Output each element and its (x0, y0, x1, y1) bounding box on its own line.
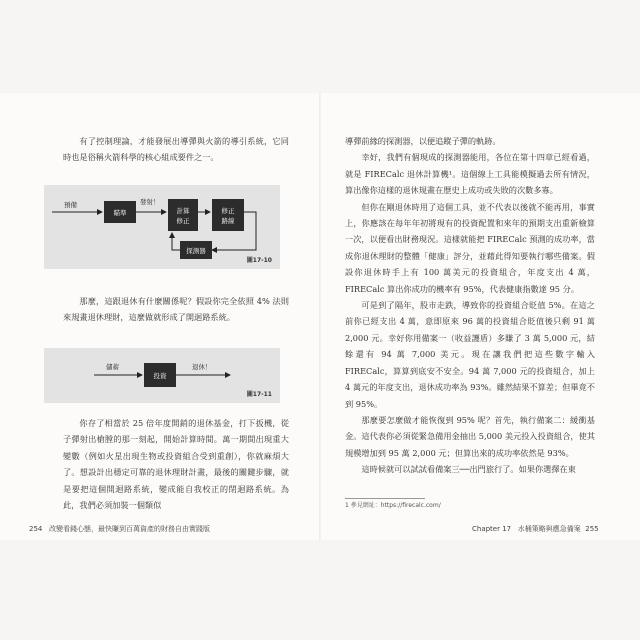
aim-box-label: 瞄準 (113, 209, 127, 217)
figure-17-11-label: 圖17-11 (246, 391, 272, 398)
footnote-rule (345, 498, 425, 499)
feedback-line-in (172, 233, 180, 250)
compute-box (168, 199, 198, 231)
right-paragraph-1: 幸好，我們有個現成的探測器能用，各位在第十四章已經看過，就是 FIRECalc 退休計算機¹。這個線上工具能模擬過去所有情況，算出像你這樣的退休規畫在歷史上成功或失敗的次數多寡。 (345, 152, 595, 196)
right-footer (472, 524, 599, 534)
left-paragraph-3: 你存了相當於 25 倍年度開銷的退休基金，打下扳機，從子彈射出槍膛的那一刻起，開始計算時間。萬一期間出現重大變數（例如火星出現生物或投資組合受到重創），你就麻煩大了。想設計出穩定可靠的退休理財計畫，最後的關鍵步驟，就是要把這個開迴路系統，變成能自我校正的閉迴路系統。為此，我們必須加裝一個類似 (63, 418, 289, 511)
savings-label: 儲蓄 (106, 363, 119, 371)
right-paragraph-4: 那麼要怎麼做才能恢復到 95% 呢？首先，執行備案二：緩衝基金。這代表你必須從緊急備用金抽出 5,000 美元投入投資組合，使其規模增加到 95 萬 2,000 元；但算出來的成功率依然是 93%。 (345, 414, 595, 458)
right-paragraph-5: 這時候就可以試試看備案三──出門旅行了。如果你選擇在東 (361, 464, 576, 475)
left-paragraph-1: 有了控制理論，才能發展出導彈與火箭的導引系統，它同時也是俗稱火箭科學的核心組成要件之一。 (63, 136, 289, 163)
left-running-title: 改變看錢心態，最快賺到百萬資產的財務自由實踐版 (49, 525, 211, 533)
figure-17-10-label: 圖17-10 (246, 257, 272, 264)
open-loop-diagram (44, 348, 280, 403)
right-text-block (345, 133, 595, 478)
left-page (0, 93, 300, 540)
path-box (212, 199, 244, 231)
right-paragraph-0: 導彈前緣的探測器，以便追蹤子彈的軌跡。 (345, 136, 501, 146)
left-page-number: 254 (29, 525, 43, 533)
closed-loop-diagram (44, 185, 280, 269)
left-paragraph-2: 那麼，這跟退休有什麼關係呢？假設你完全依照 4% 法則來規畫退休理財，這麼做就形成了開迴路系統。 (63, 296, 289, 323)
figure-17-10 (44, 185, 280, 269)
invest-box-label: 投資 (153, 372, 167, 380)
figure-17-11 (44, 348, 280, 403)
chapter-title: 水桶策略與應急備案 (517, 525, 581, 533)
left-footer (29, 524, 210, 534)
book-spread (0, 93, 640, 540)
path-box-line1: 修正 (221, 207, 235, 215)
detector-box-label: 探測器 (186, 247, 206, 255)
retire-label: 退休！ (192, 363, 212, 371)
right-paragraph-2: 但你在剛退休時用了這個工具，並不代表以後就不能再用，事實上，你應該在每年年初將現有的投資配置和來年的預期支出重新檢算一次，以便看出財務現況。這樣就能把 FIRECalc 預測的成功率，當成你退休理財的整體「健康」評分，並藉此得知要執行哪些備案。假設你退休時手上有 100 萬美元的投資組合，年度支出 4 萬，FIRECalc 算出你成功的機率有 95%，代表健康指數達 95 分。 (345, 201, 595, 294)
right-page (320, 93, 620, 540)
path-box-line2: 路線 (221, 217, 235, 225)
fire-label: 發射！ (140, 198, 160, 206)
compute-box-line1: 計算 (176, 207, 190, 215)
right-paragraph-3: 可是到了隔年，股市走跌，導致你的投資組合貶值 5%。在這之前你已經支出 4 萬，意即原來 96 萬的投資組合貶值後只剩 91 萬 2,000 元。幸好你用備案一（收益護盾）多賺了 3 萬 5,000 元，結餘還有 94 萬 7,000 美元。現在讓我們把這些數字輸入 FIRECalc，算算到底安不安全。94 萬 7,000 元的投資組合，加上 4 萬元的年度支出，退休成功率為 93%。雖然結果不算差；但畢竟不到 95%。 (345, 300, 595, 409)
footnote: 1 參見網址：https://firecalc.com/ (345, 502, 441, 509)
chapter-label: Chapter 17 (472, 525, 512, 533)
compute-box-line2: 修正 (176, 217, 190, 225)
input-label: 預備 (64, 201, 77, 209)
right-page-number: 255 (585, 525, 599, 533)
